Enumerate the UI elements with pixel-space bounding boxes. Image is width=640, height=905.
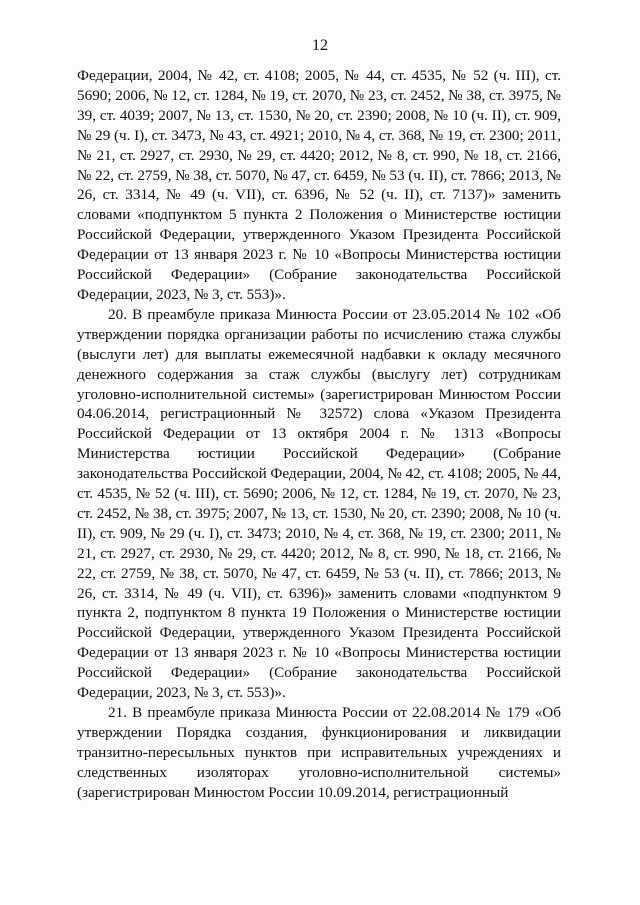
page-number: 12 [312,37,328,54]
paragraph-item-20: 20. В преамбуле приказа Минюста России от 23.05.2014 № 102 «Об утверждении порядка организации работы по исчислению стажа службы (выслуги лет) для выплаты ежемесячной надбавки к окладу месячного денежного содержания за стаж службы (выслугу лет) сотрудникам уголовно-исполнительной системы» (зарегистрирован Минюстом России 04.06.2014, регистрационный № 32572) слова «Указом Президента Российской Федерации от 13 октября 2004 г. № 1313 «Вопросы Министерства юстиции Российской Федерации» (Собрание законодательства Российской Федерации, 2004, № 42, ст. 4108; 2005, № 44, ст. 4535, № 52 (ч. III), ст. 5690; 2006, № 12, ст. 1284, № 19, ст. 2070, № 23, ст. 2452, № 38, ст. 3975; 2007, № 13, ст. 1530, № 20, ст. 2390; 2008, № 10 (ч. II), ст. 909, № 29 (ч. I), ст. 3473; 2010, № 4, ст. 368, № 19, ст. 2300; 2011, № 21, ст. 2927, ст. 2930, № 29, ст. 4420; 2012, № 8, ст. 990, № 18, ст. 2166, № 22, ст. 2759, № 38, ст. 5070, № 47, ст. 6459, № 53 (ч. II), ст. 7866; 2013, № 26, ст. 3314, № 49 (ч. VII), ст. 6396)» заменить словами «подпунктом 9 пункта 2, подпунктом 8 пункта 19 Положения о Министерстве юстиции Российской Федерации, утвержденного Указом Президента Российской Федерации от 13 января 2023 г. № 10 «Вопросы Министерства юстиции Российской Федерации» (Собрание законодательства Российской Федерации, 2023, № 3, ст. 553)». [77,305,561,702]
paragraph-continuation: Федерации, 2004, № 42, ст. 4108; 2005, № 44, ст. 4535, № 52 (ч. III), ст. 5690; 2006, № 12, ст. 1284, № 19, ст. 2070, № 23, ст. 2452, № 38, ст. 3975, № 39, ст. 4039; 2007, № 13, ст. 1530, № 20, ст. 2390; 2008, № 10 (ч. II), ст. 909, № 29 (ч. I), ст. 3473, № 43, ст. 4921; 2010, № 4, ст. 368, № 19, ст. 2300; 2011, № 21, ст. 2927, ст. 2930, № 29, ст. 4420; 2012, № 8, ст. 990, № 18, ст. 2166, № 22, ст. 2759, № 38, ст. 5070, № 47, ст. 6459, № 53 (ч. II), ст. 7866; 2013, № 26, ст. 3314, № 49 (ч. VII), ст. 6396, № 52 (ч. II), ст. 7137)» заменить словами «подпунктом 5 пункта 2 Положения о Министерстве юстиции Российской Федерации, утвержденного Указом Президента Российской Федерации от 13 января 2023 г. № 10 «Вопросы Министерства юстиции Российской Федерации» (Собрание законодательства Российской Федерации, 2023, № 3, ст. 553)». [77,67,561,303]
document-body [77,66,561,803]
paragraph-item-21: 21. В преамбуле приказа Минюста России от 22.08.2014 № 179 «Об утверждении Порядка создания, функционирования и ликвидации транзитно-пересыльных пунктов при исправительных учреждениях и следственных изоляторах уголовно-исполнительной системы» (зарегистрирован Минюстом России 10.09.2014, регистрационный [77,704,561,801]
